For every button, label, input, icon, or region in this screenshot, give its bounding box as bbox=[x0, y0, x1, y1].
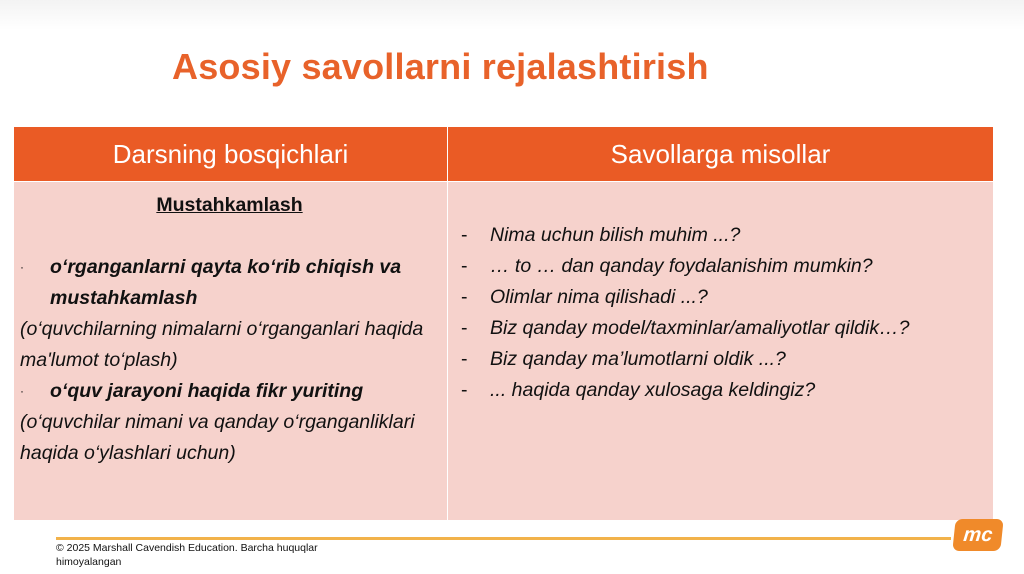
stage-note: (o‘quvchilarning nimalarni o‘rganganlari haqida ma'lumot to‘plash) bbox=[20, 318, 424, 371]
dash-bullet-icon: - bbox=[461, 317, 468, 339]
question-item bbox=[456, 251, 985, 282]
dash-bullet-icon: - bbox=[461, 379, 468, 401]
question-item bbox=[456, 220, 985, 251]
question-text: Biz qanday model/taxminlar/amaliyotlar qildik…? bbox=[490, 317, 910, 339]
table-row bbox=[14, 182, 994, 521]
header-question-examples: Savollarga misollar bbox=[448, 127, 994, 182]
table-header-row bbox=[14, 127, 994, 182]
question-item bbox=[456, 375, 985, 406]
questions-table bbox=[13, 126, 994, 521]
dash-bullet-icon: - bbox=[461, 286, 468, 308]
question-item bbox=[456, 313, 985, 344]
question-text: Olimlar nima qilishadi ...? bbox=[490, 286, 708, 308]
stage-bullet-item bbox=[20, 252, 439, 314]
bullet-dot-icon: · bbox=[20, 384, 24, 398]
stage-note: (o‘quvchilar nimani va qanday o‘rganganliklari haqida o‘ylashlari uchun) bbox=[20, 411, 415, 464]
question-examples-cell bbox=[448, 182, 994, 521]
stage-bullet-item bbox=[20, 376, 439, 407]
question-text: … to … dan qanday foydalanishim mumkin? bbox=[490, 255, 873, 277]
question-text: Biz qanday ma’lumotlarni oldik ...? bbox=[490, 348, 786, 370]
question-item bbox=[456, 282, 985, 313]
question-item bbox=[456, 344, 985, 375]
dash-bullet-icon: - bbox=[461, 224, 468, 246]
header-lesson-stages: Darsning bosqichlari bbox=[14, 127, 448, 182]
slide-title: Asosiy savollarni rejalashtirish bbox=[172, 46, 709, 87]
copyright-text: © 2025 Marshall Cavendish Education. Barcha huquqlar himoyalangan bbox=[56, 542, 318, 568]
stage-bullet-text: o‘rganganlarni qayta ko‘rib chiqish va mustahkamlash bbox=[50, 256, 402, 309]
footer-divider bbox=[56, 537, 951, 540]
dash-bullet-icon: - bbox=[461, 255, 468, 277]
stage-subheading: Mustahkamlash bbox=[156, 194, 303, 216]
question-text: Nima uchun bilish muhim ...? bbox=[490, 224, 741, 246]
question-text: ... haqida qanday xulosaga keldingiz? bbox=[490, 379, 816, 401]
stage-bullet-text: o‘quv jarayoni haqida fikr yuriting bbox=[50, 380, 364, 402]
top-gradient-bar bbox=[0, 0, 1024, 30]
bullet-dot-icon: · bbox=[20, 260, 24, 274]
lesson-stage-cell bbox=[14, 182, 448, 521]
dash-bullet-icon: - bbox=[461, 348, 468, 370]
mc-logo-icon: mc bbox=[952, 519, 1003, 551]
